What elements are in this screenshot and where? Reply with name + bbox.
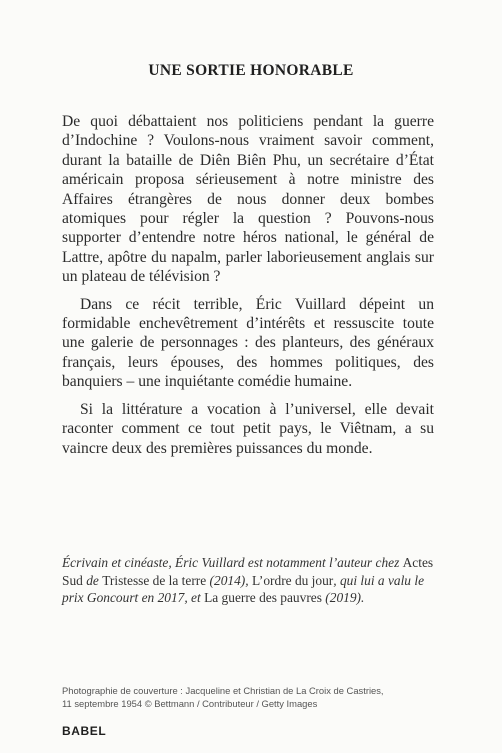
credits-line-1: Photographie de couverture : Jacqueline et Christian de La Croix de Castries, bbox=[62, 685, 384, 696]
blurb-paragraph-1: De quoi débattaient nos politiciens pendant la guerre d’Indochine ? Voulons-nous vraiment savoir comment, durant la bataille de Diên Biên Phu, un secrétaire d’État américain proposa sérieusement à notre ministre des Affaires étrangères de nous donner deux bombes atomiques pour régler la question ? Pouvons-nous supporter d’entendre notre héros national, le général de Lattre, apôtre du napalm, parler laborieusement anglais sur un plateau de télévision ? bbox=[62, 113, 434, 286]
blurb-paragraph-3: Si la littérature a vocation à l’universel, elle devait raconter comment ce tout petit pays, le Viêtnam, a su vaincre deux des premières puissances du monde. bbox=[62, 400, 434, 457]
bio-goncourt: , qui lui a valu le prix Goncourt en 2017, et bbox=[62, 572, 425, 606]
blurb-paragraph-2: Dans ce récit terrible, Éric Vuillard dépeint un formidable enchevêtrement d’intérêts et ressuscite toute une galerie de personnages : des planteurs, des généraux français, leurs épouses, des hommes politiques, des banquiers – une inquiétante comédie humaine. bbox=[62, 295, 434, 391]
credits-line-2: 11 septembre 1954 © Bettmann / Contributeur / Getty Images bbox=[62, 697, 318, 709]
bio-de: de bbox=[82, 572, 103, 588]
bio-intro: Écrivain et cinéaste, Éric Vuillard est notamment l’auteur chez bbox=[62, 555, 403, 570]
bio-book-3: La guerre des pauvres bbox=[204, 590, 322, 606]
bio-book-1: Tristesse de la terre bbox=[102, 572, 207, 588]
blurb bbox=[62, 112, 434, 466]
bio-year-3: (2019). bbox=[321, 590, 365, 606]
bio-publisher: Actes Sud bbox=[62, 555, 434, 588]
photo-credits bbox=[62, 685, 442, 710]
author-bio bbox=[62, 554, 434, 607]
publisher-logo: BABEL bbox=[62, 724, 107, 738]
bio-year-1: (2014), bbox=[206, 572, 252, 588]
bio-book-2: L’ordre du jour bbox=[251, 572, 334, 588]
book-title: UNE SORTIE HONORABLE bbox=[148, 62, 354, 79]
